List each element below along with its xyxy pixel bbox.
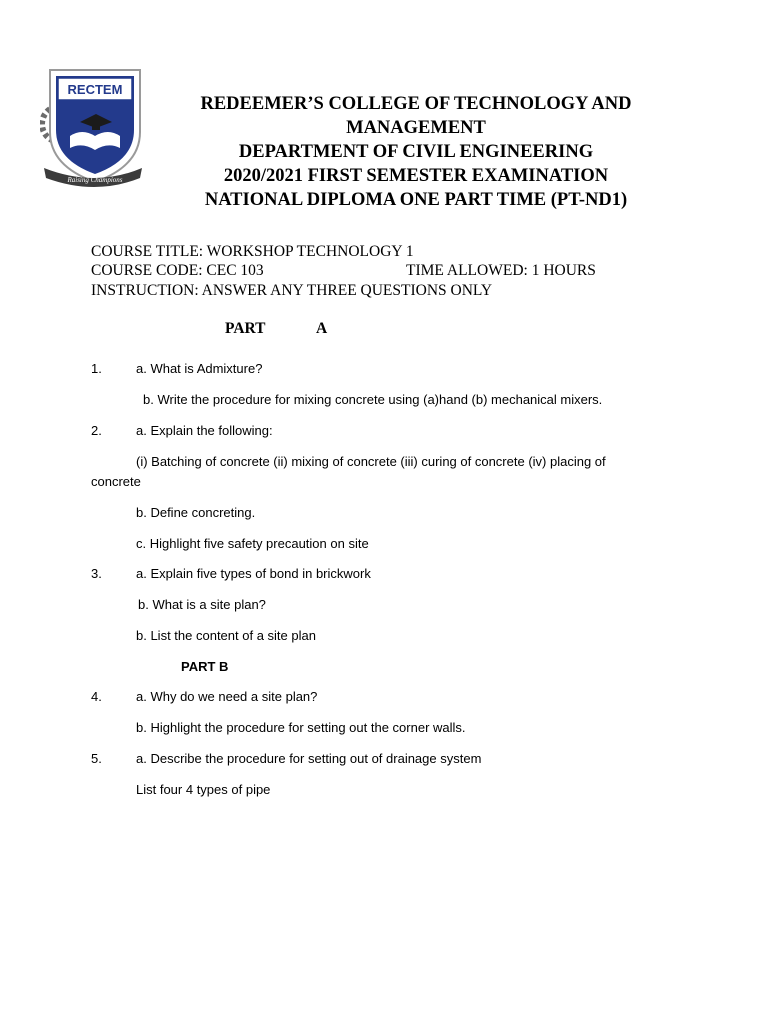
question-1b: b. Write the procedure for mixing concrete using (a)hand (b) mechanical mixers. <box>143 392 603 407</box>
header-line-management: MANAGEMENT <box>346 118 486 138</box>
part-b-heading: PART B <box>181 659 229 674</box>
question-3a: a. Explain five types of bond in brickwork <box>136 566 371 581</box>
header-line-college: REDEEMER’S COLLEGE OF TECHNOLOGY AND <box>200 94 632 114</box>
logo-motto-text: Raising Champions <box>67 176 123 184</box>
part-a-letter: A <box>316 320 328 337</box>
question-2c: c. Highlight five safety precaution on site <box>136 536 369 551</box>
question-2a-items: (i) Batching of concrete (ii) mixing of concrete (iii) curing of concrete (iv) placing of <box>136 454 606 469</box>
part-a-word: PART <box>225 320 266 337</box>
header-line-programme: NATIONAL DIPLOMA ONE PART TIME (PT-ND1) <box>204 190 628 210</box>
question-2b: b. Define concreting. <box>136 505 256 520</box>
question-3-number: 3. <box>91 566 102 581</box>
question-1-number: 1. <box>91 361 102 376</box>
question-4b: b. Highlight the procedure for setting out the corner walls. <box>136 720 466 735</box>
instruction: INSTRUCTION: ANSWER ANY THREE QUESTIONS ONLY <box>91 282 493 299</box>
time-allowed: TIME ALLOWED: 1 HOURS <box>406 262 596 279</box>
course-title: COURSE TITLE: WORKSHOP TECHNOLOGY 1 <box>91 243 414 260</box>
question-2a: a. Explain the following: <box>136 423 273 438</box>
question-2-number: 2. <box>91 423 102 438</box>
logo-name-text: RECTEM <box>67 82 123 97</box>
college-logo <box>40 66 146 190</box>
question-3b: b. What is a site plan? <box>138 597 266 612</box>
header-line-department: DEPARTMENT OF CIVIL ENGINEERING <box>238 142 594 162</box>
header-line-exam: 2020/2021 FIRST SEMESTER EXAMINATION <box>223 166 609 186</box>
question-5a: a. Describe the procedure for setting out of drainage system <box>136 751 482 766</box>
question-4a: a. Why do we need a site plan? <box>136 689 318 704</box>
question-5-number: 5. <box>91 751 102 766</box>
question-4-number: 4. <box>91 689 102 704</box>
question-5b: List four 4 types of pipe <box>136 782 271 797</box>
question-3c: b. List the content of a site plan <box>136 628 316 643</box>
course-code: COURSE CODE: CEC 103 <box>91 262 264 279</box>
question-1a: a. What is Admixture? <box>136 361 263 376</box>
question-2a-items-cont: concrete <box>91 474 141 489</box>
